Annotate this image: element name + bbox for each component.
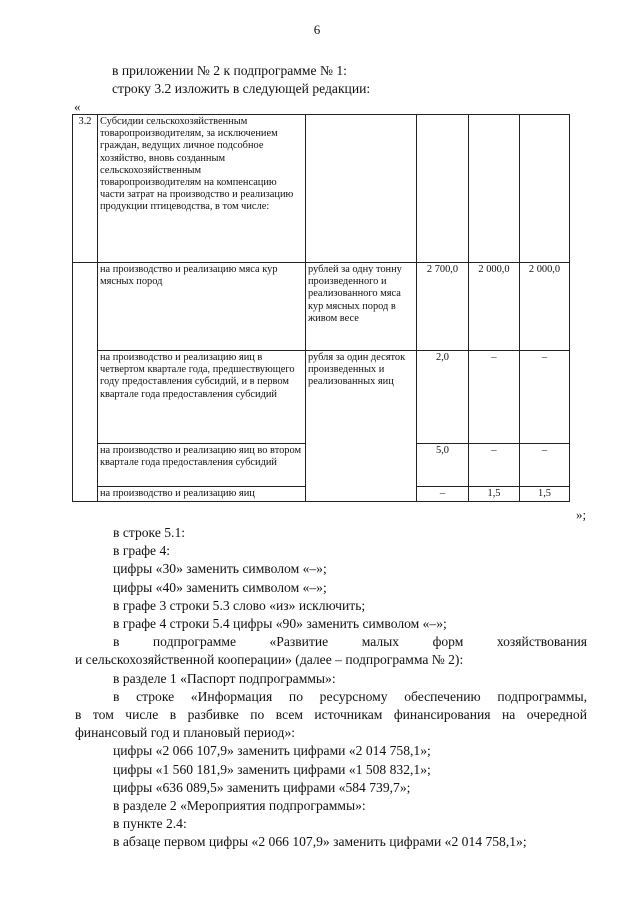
text-line: в разделе 1 «Паспорт подпрограммы»: [113,670,336,686]
text-line: и сельскохозяйственной кооперации» (далее – подпрограмма № 2): [75,652,464,668]
amendment-text [75,524,587,852]
intro-line-2: строку 3.2 изложить в следующей редакции: [112,81,371,96]
row-value-3: 2 000,0 [520,263,570,351]
row-name: на производство и реализацию яиц во втором квартале года предоставления субсидий [98,444,306,487]
row-name: на производство и реализацию яиц [98,487,306,502]
text-line: цифры «636 089,5» заменить цифрами «584 739,7»; [113,779,411,795]
row-value-3: – [520,444,570,487]
text-line: в строке 5.1: [113,525,186,540]
row-value-3: – [520,351,570,444]
text-line: цифры «40» заменить символом «–»; [113,579,327,595]
text-line: в абзаце первом цифры «2 066 107,9» заменить цифрами «2 014 758,1»; [113,834,527,850]
row-value-1: 5,0 [417,444,469,487]
text-line: в подпрограмме «Развитие малых форм хозяйствования [113,634,587,650]
row-header-text: Субсидии сельскохозяйственным товаропроизводителям, за исключением граждан, ведущих личное подсобное хозяйство, вновь созданным сельскохозяйственным товаропроизводителям на компенсацию части затрат на производство и реализацию продукции птицеводства, в том числе: [98,115,306,263]
row-value-3: 1,5 [520,487,570,502]
text-line: в пункте 2.4: [113,816,187,832]
table-row [73,263,570,351]
text-line: цифры «30» заменить символом «–»; [113,561,327,577]
row-number: 3.2 [73,115,98,263]
text-line: цифры «1 560 181,9» заменить цифрами «1 508 832,1»; [113,761,431,777]
closing-quote: »; [576,507,587,522]
table-row [73,351,570,444]
opening-quote: « [74,99,81,114]
table-row [73,115,570,263]
row-name: на производство и реализацию мяса кур мясных пород [98,263,306,351]
text-line: в графе 4: [113,543,171,559]
row-unit: рублей за одну тонну произведенного и реализованного мяса кур мясных пород в живом весе [306,263,417,351]
text-line: в графе 3 строки 5.3 слово «из» исключить; [113,597,366,613]
row-value-2: – [469,444,520,487]
intro-line-1: в приложении № 2 к подпрограмме № 1: [112,63,347,78]
text-line: в строке «Информация по ресурсному обеспечению подпрограммы, [113,688,587,704]
row-unit: рубля за один десяток произведенных и реализованных яиц [306,351,417,502]
row-name: на производство и реализацию яиц в четвертом квартале года, предшествующего году предоставления субсидий, и в первом квартале года предоставления субсидий [98,351,306,444]
row-value-2: 1,5 [469,487,520,502]
text-line: финансовый год и плановый период»: [75,725,296,741]
row-value-2: 2 000,0 [469,263,520,351]
row-value-1: – [417,487,469,502]
text-line: цифры «2 066 107,9» заменить цифрами «2 014 758,1»; [113,743,431,759]
row-value-1: 2 700,0 [417,263,469,351]
page-number: 6 [313,22,321,37]
text-line: в разделе 2 «Мероприятия подпрограммы»: [113,798,366,814]
text-line: в графе 4 строки 5.4 цифры «90» заменить символом «–»; [113,616,447,632]
row-value-1: 2,0 [417,351,469,444]
text-line: в том числе в разбивке по всем источникам финансирования на очередной [75,707,587,723]
row-value-2: – [469,351,520,444]
subsidy-table [72,114,570,502]
